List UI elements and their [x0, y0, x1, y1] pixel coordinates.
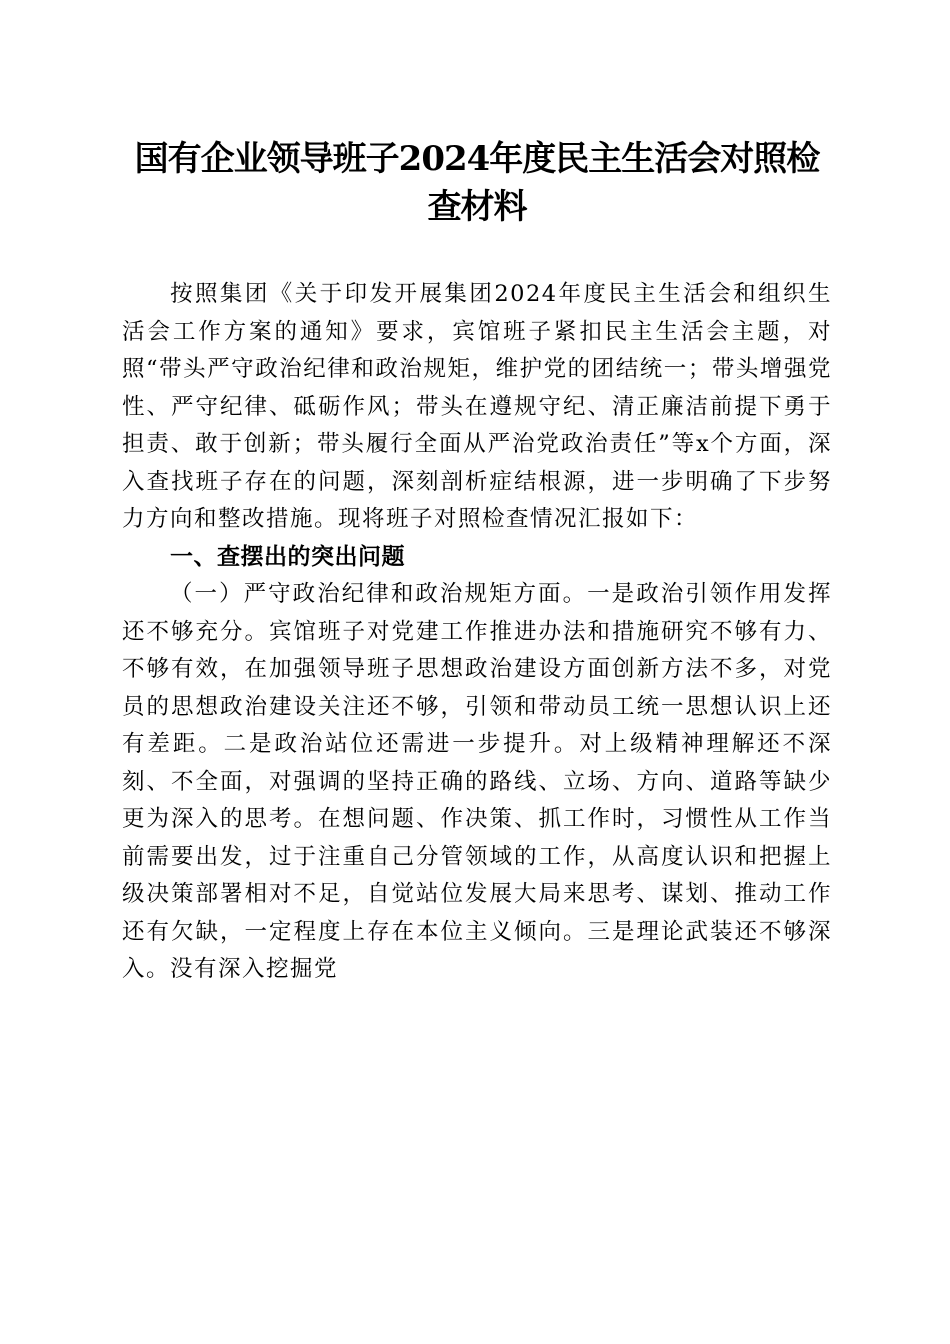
intro-paragraph: 按照集团《关于印发开展集团2024年度民主生活会和组织生活会工作方案的通知》要求，宾馆班子紧扣民主生活会主题，对照“带头严守政治纪律和政治规矩，维护党的团结统一；带头增强党性、严守纪律、砥砺作风；带头在遵规守纪、清正廉洁前提下勇于担责、敢于创新；带头履行全面从严治党政治责任”等x个方面，深入查找班子存在的问题，深刻剖析症结根源，进一步明确了下步努力方向和整改措施。现将班子对照检查情况汇报如下：	[122, 281, 832, 532]
subsection-lead: （一）严守政治纪律和政治规矩方面。	[170, 581, 588, 607]
section-heading-problems: 一、查摆出的突出问题	[170, 543, 405, 570]
subsection-paragraph-political-discipline	[122, 576, 832, 989]
document-page	[122, 135, 832, 989]
document-title: 国有企业领导班子2024年度民主生活会对照检查材料	[134, 139, 820, 227]
subsection-body: 一是政治引领作用发挥还不够充分。宾馆班子对党建工作推进办法和措施研究不够有力、不够有效，在加强领导班子思想政治建设方面创新方法不多，对党员的思想政治建设关注还不够，引领和带动员工统一思想认识上还有差距。二是政治站位还需进一步提升。对上级精神理解还不深刻、不全面，对强调的坚持正确的路线、立场、方向、道路等缺少更为深入的思考。在想问题、作决策、抓工作时，习惯性从工作当前需要出发，过于注重自己分管领域的工作，从高度认识和把握上级决策部署相对不足，自觉站位发展大局来思考、谋划、推动工作还有欠缺，一定程度上存在本位主义倾向。三是理论武装还不够深入。没有深入挖掘党	[122, 581, 832, 982]
